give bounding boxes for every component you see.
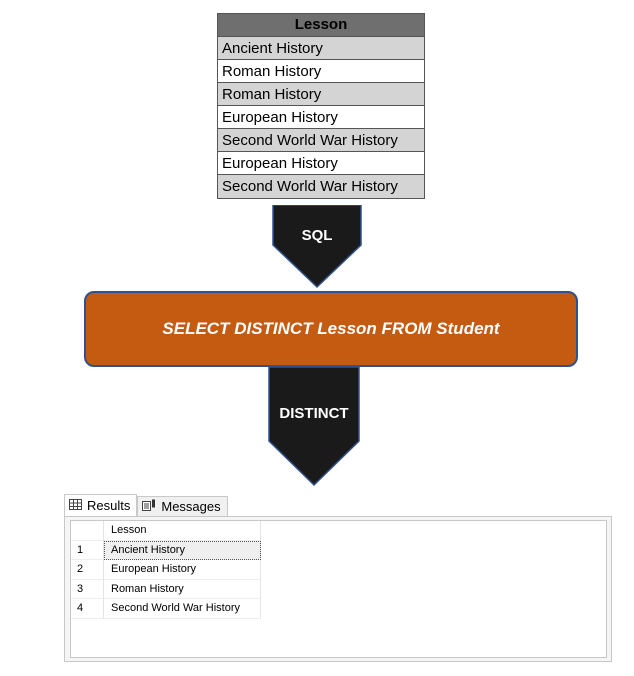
tab-messages[interactable] — [137, 496, 227, 516]
table-row — [71, 541, 261, 561]
source-lesson-table — [217, 13, 425, 199]
source-table-header: Lesson — [218, 14, 424, 37]
result-cell[interactable]: European History — [104, 560, 261, 580]
messages-icon — [142, 496, 156, 518]
sql-query-box — [84, 291, 578, 367]
table-row — [71, 560, 261, 580]
distinct-arrow-label: DISTINCT — [279, 405, 349, 422]
source-table-row: Second World War History — [218, 175, 424, 198]
tab-results[interactable] — [64, 494, 137, 516]
source-table-row: Roman History — [218, 83, 424, 106]
source-table-row: Ancient History — [218, 37, 424, 60]
results-grid[interactable] — [70, 520, 607, 658]
results-header-row — [71, 521, 261, 541]
table-row — [71, 599, 261, 619]
source-table-row: Roman History — [218, 60, 424, 83]
results-tabs — [64, 494, 228, 516]
results-grid-frame — [64, 516, 612, 662]
tab-messages-label: Messages — [161, 498, 221, 514]
row-number-header — [71, 521, 104, 541]
column-header-lesson[interactable]: Lesson — [104, 521, 261, 541]
grid-icon — [69, 495, 82, 517]
result-cell[interactable]: Roman History — [104, 580, 261, 600]
sql-arrow — [272, 205, 362, 289]
result-cell[interactable]: Ancient History — [104, 541, 261, 561]
row-number[interactable]: 3 — [71, 580, 104, 600]
table-row — [71, 580, 261, 600]
sql-query-text: SELECT DISTINCT Lesson FROM Student — [162, 319, 500, 338]
results-pane — [64, 494, 612, 662]
tab-results-label: Results — [87, 497, 131, 513]
distinct-arrow-shape — [268, 367, 360, 487]
sql-arrow-shape — [272, 205, 362, 289]
row-number[interactable]: 1 — [71, 541, 104, 561]
source-table-row: European History — [218, 152, 424, 175]
row-number[interactable]: 4 — [71, 599, 104, 619]
results-table — [71, 521, 261, 619]
row-number[interactable]: 2 — [71, 560, 104, 580]
source-table-row: Second World War History — [218, 129, 424, 152]
sql-arrow-label: SQL — [301, 227, 333, 244]
distinct-arrow — [268, 367, 360, 487]
result-cell[interactable]: Second World War History — [104, 599, 261, 619]
source-table-row: European History — [218, 106, 424, 129]
